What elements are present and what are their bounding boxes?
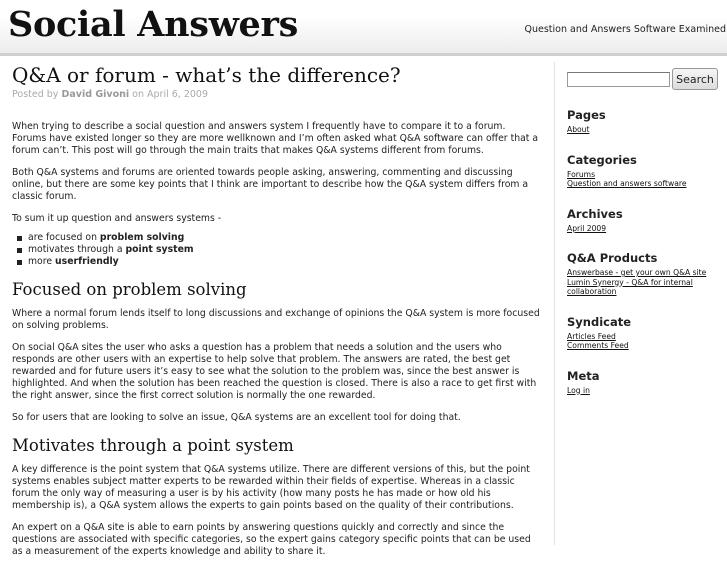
site-tagline: Question and Answers Software Examined: [524, 24, 726, 35]
widget-title: Syndicate: [567, 314, 632, 329]
post-body: [12, 121, 542, 558]
paragraph: A key difference is the point system that Q&A systems utilize. There are different versions of this, but the point systems enables subject matter experts to be rewarded within their fields of expertise. Whereas in a classic forum the only way of measuring a user is by his activity (how many posts he has made or how old his membership is), a Q&A system allows the experts to gain points based on the quality of their contributions.: [12, 464, 530, 511]
section-heading: Focused on problem solving: [12, 280, 247, 299]
sidebar-link-forums[interactable]: Forums: [567, 169, 596, 179]
widget-pages: [567, 108, 722, 135]
sidebar-link-answerbase[interactable]: Answerbase - get your own Q&A site: [567, 268, 707, 277]
paragraph: Both Q&A systems and forums are oriented towards people asking, answering, commenting and discussing online, but there are some key points that I think are important to describe how the Q&A system differs from a classic forum.: [12, 167, 529, 202]
sidebar-link-lumin-synergy[interactable]: Lumin Synergy - Q&A for internal collaboration: [567, 277, 693, 296]
list-item: are focused on problem solving: [17, 232, 542, 244]
byline-prefix: Posted by: [12, 89, 59, 100]
list-item: motivates through a point system: [17, 244, 542, 256]
header-divider: [0, 53, 727, 56]
site-title-link[interactable]: Social Answers: [8, 4, 299, 45]
post-date: on April 6, 2009: [132, 89, 209, 100]
widget-categories: [567, 153, 722, 189]
widget-archives: [567, 207, 722, 234]
widget-title: Categories: [567, 152, 637, 167]
search-form: [567, 68, 722, 90]
summary-list: [17, 232, 542, 268]
sidebar-divider: [554, 62, 555, 545]
post-byline: [12, 88, 542, 101]
widget-title: Archives: [567, 206, 623, 221]
widget-title: Meta: [567, 368, 600, 383]
sidebar-link-qa-software[interactable]: Question and answers software: [567, 179, 687, 188]
paragraph: To sum it up question and answers systems -: [12, 213, 222, 224]
list-item: more userfriendly: [17, 256, 542, 268]
search-button[interactable]: Search: [672, 68, 718, 90]
widget-title: Pages: [567, 108, 606, 122]
widget-title: Q&A Products: [567, 251, 658, 265]
sidebar-link-articles-feed[interactable]: Articles Feed: [567, 331, 616, 341]
sidebar-link-april-2009[interactable]: April 2009: [567, 223, 607, 233]
section-heading: Motivates through a point system: [12, 436, 294, 455]
paragraph: An expert on a Q&A site is able to earn points by answering questions quickly and correctly and since the questions are associated with specific categories, so the expert gains category specific points that can be used as a measurement of the experts knowledge and ability to share it.: [12, 522, 531, 557]
sidebar-link-comments-feed[interactable]: Comments Feed: [567, 341, 629, 350]
paragraph: When trying to describe a social question and answers system I frequently have to compare it to a forum. Forums have existed longer so they are more wellknown and I’m often asked what Q&A software can offer that a forum can’t. This post will go through the main traits that makes Q&A systems different from forums.: [12, 121, 539, 156]
post-author: David Givoni: [61, 89, 130, 100]
paragraph: On social Q&A sites the user who asks a question has a problem that needs a solution and the users who responds are other users with an expertise to help solve that problem. The answers are rated, the best get rewarded and for future users it’s easy to see what the solution to the problem was, since the best answer is highlighted. And when the solution has been reached the question is closed. There is also a race to get first with the right answer, since the first correct solution is normally the one rewarded.: [12, 342, 537, 401]
post-title[interactable]: Q&A or forum - what’s the difference?: [12, 63, 401, 87]
paragraph: Where a normal forum lends itself to long discussions and exchange of opinions the Q&A system is more focused on solving problems.: [12, 308, 540, 331]
site-header: [0, 0, 727, 54]
sidebar-link-login[interactable]: Log in: [567, 385, 590, 395]
widget-products: [567, 251, 722, 297]
paragraph: So for users that are looking to solve an issue, Q&A systems are an excellent tool for doing that.: [12, 412, 461, 423]
sidebar: [567, 68, 722, 395]
sidebar-link-about[interactable]: About: [567, 125, 590, 134]
widget-meta: [567, 369, 722, 396]
widget-syndicate: [567, 315, 722, 351]
main-content: [12, 62, 542, 568]
search-input[interactable]: [567, 72, 670, 87]
